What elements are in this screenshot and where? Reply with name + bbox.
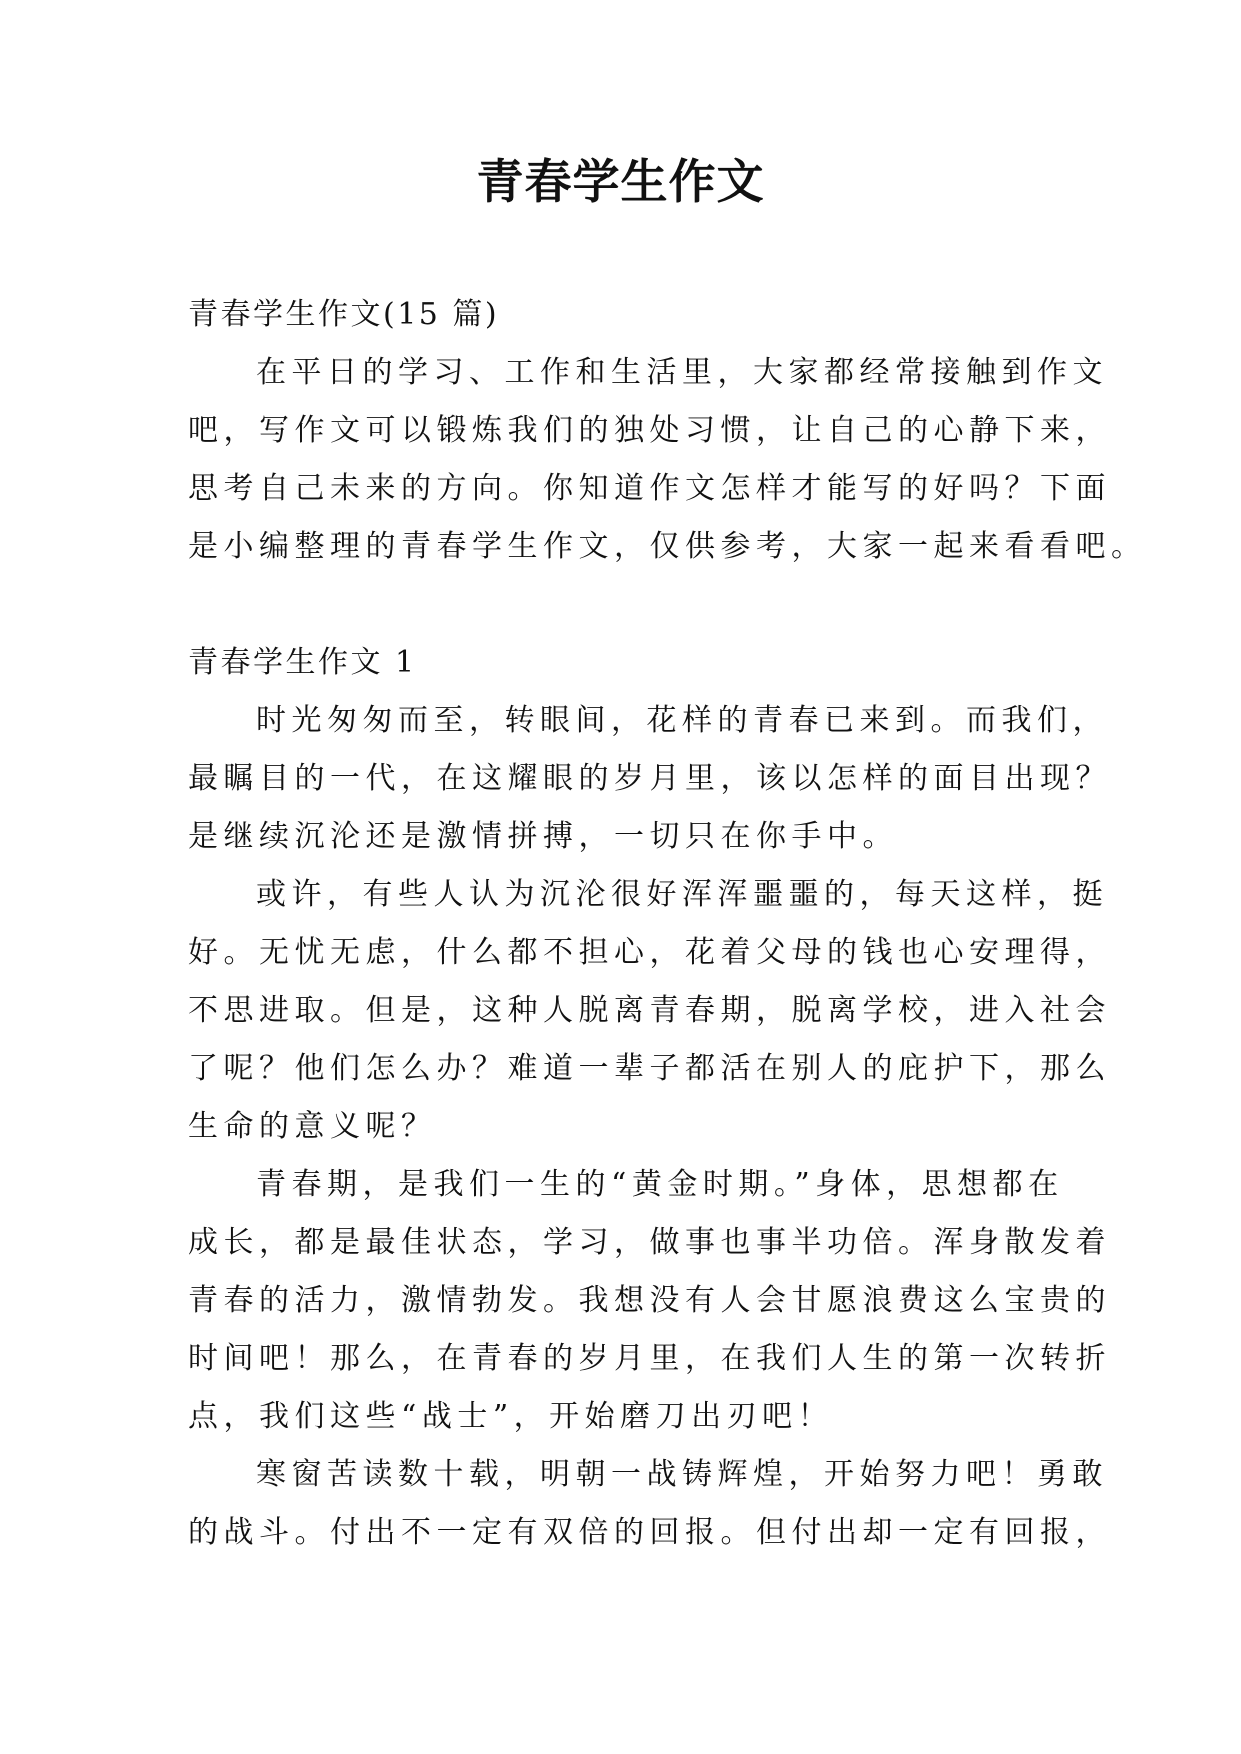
text-line: 了呢？他们怎么办？难道一辈子都活在别人的庇护下，那么 xyxy=(188,1051,1111,1086)
text-line: 最瞩目的一代，在这耀眼的岁月里，该以怎样的面目出现？ xyxy=(188,761,1111,796)
paragraph-spacer xyxy=(188,576,1053,634)
text-line: 在平日的学习、工作和生活里，大家都经常接触到作文 xyxy=(256,355,1108,390)
text-line: 寒窗苦读数十载，明朝一战铸辉煌，开始努力吧！勇敢 xyxy=(256,1457,1108,1492)
text-line: 生命的意义呢？ xyxy=(188,1109,437,1144)
section-heading: 青春学生作文 1 xyxy=(188,645,417,680)
text-line: 青春期，是我们一生的“黄金时期。”身体，思想都在 xyxy=(256,1167,1064,1202)
text-line: 时光匆匆而至，转眼间，花样的青春已来到。而我们， xyxy=(256,703,1108,738)
essay-paragraph xyxy=(188,866,1111,1156)
text-line: 吧，写作文可以锻炼我们的独处习惯，让自己的心静下来， xyxy=(188,413,1111,448)
text-line: 好。无忧无虑，什么都不担心，花着父母的钱也心安理得， xyxy=(188,935,1111,970)
text-line: 时间吧！那么，在青春的岁月里，在我们人生的第一次转折 xyxy=(188,1341,1111,1376)
essay-paragraph xyxy=(188,1446,1111,1562)
text-line: 是小编整理的青春学生作文，仅供参考，大家一起来看看吧。 xyxy=(188,529,1147,564)
text-line: 成长，都是最佳状态，学习，做事也事半功倍。浑身散发着 xyxy=(188,1225,1111,1260)
text-line: 点，我们这些“战士”，开始磨刀出刃吧！ xyxy=(188,1399,834,1434)
text-line: 青春的活力，激情勃发。我想没有人会甘愿浪费这么宝贵的 xyxy=(188,1283,1111,1318)
text-line: 的战斗。付出不一定有双倍的回报。但付出却一定有回报， xyxy=(188,1515,1111,1550)
text-line: 思考自己未来的方向。你知道作文怎样才能写的好吗？下面 xyxy=(188,471,1111,506)
essay-paragraph xyxy=(188,1156,1111,1446)
text-line: 是继续沉沦还是激情拼搏，一切只在你手中。 xyxy=(188,819,898,854)
collection-heading: 青春学生作文(15 篇) xyxy=(188,297,500,332)
essay-paragraph xyxy=(188,692,1111,866)
document-body xyxy=(188,286,1147,1562)
intro-paragraph xyxy=(188,344,1147,576)
text-line: 不思进取。但是，这种人脱离青春期，脱离学校，进入社会 xyxy=(188,993,1111,1028)
text-line: 或许，有些人认为沉沦很好浑浑噩噩的，每天这样，挺 xyxy=(256,877,1108,912)
document-title: 青春学生作文 xyxy=(476,155,765,210)
